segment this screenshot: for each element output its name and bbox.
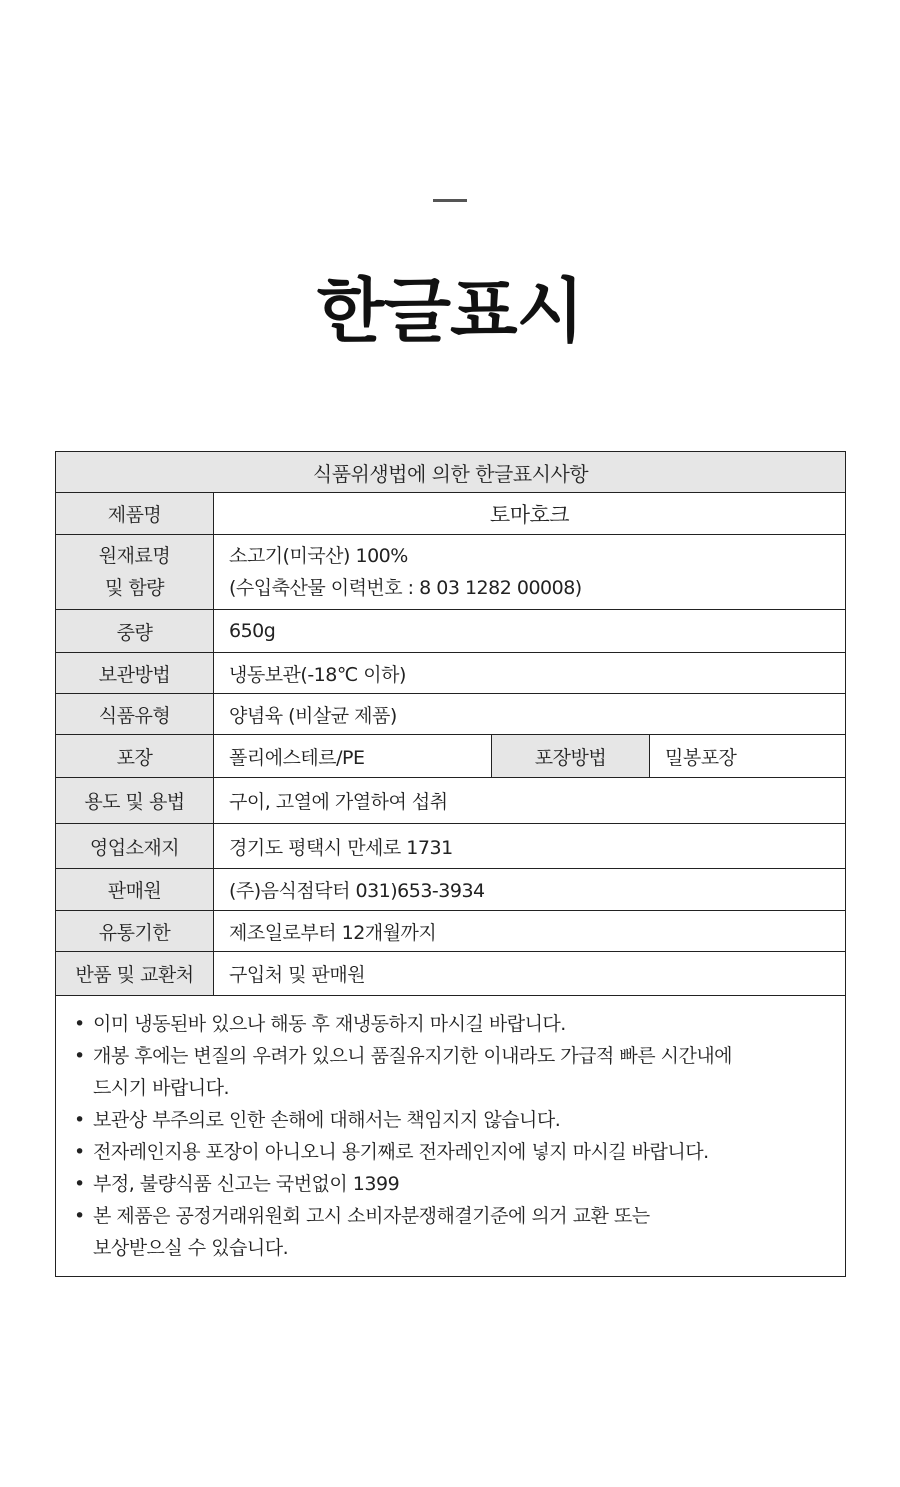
product-name-value: 토마호크 <box>214 493 846 535</box>
table-row <box>56 694 846 735</box>
packaging-label: 포장 <box>56 735 214 778</box>
packaging-value: 폴리에스테르/PE <box>214 735 492 778</box>
table-row <box>56 952 846 996</box>
bullet-icon: • <box>74 1109 85 1131</box>
shelf-life-value: 제조일로부터 12개월까지 <box>214 911 846 952</box>
seller-value: (주)음식점닥터 031)653-3934 <box>214 869 846 911</box>
list-item <box>74 1200 830 1264</box>
bullet-icon: • <box>74 1013 85 1035</box>
table-row <box>56 493 846 535</box>
list-item <box>74 1136 830 1168</box>
ingredients-label-line2: 및 함량 <box>104 577 165 599</box>
food-type-value: 양념육 (비살균 제품) <box>214 694 846 735</box>
product-name-label: 제품명 <box>56 493 214 535</box>
note-line: 개봉 후에는 변질의 우려가 있으니 품질유지기한 이내라도 가급적 빠른 시간내에 <box>93 1045 733 1067</box>
ingredients-label <box>56 535 214 610</box>
note-line-continued: 드시기 바랍니다. <box>93 1077 230 1099</box>
ingredients-value <box>214 535 846 610</box>
ingredients-value-line1: 소고기(미국산) 100% <box>229 545 408 567</box>
business-address-label: 영업소재지 <box>56 824 214 869</box>
storage-value: 냉동보관(-18℃ 이하) <box>214 653 846 694</box>
bullet-icon: • <box>74 1205 85 1227</box>
packaging-method-value: 밀봉포장 <box>650 735 846 778</box>
title-dash-decoration <box>433 199 467 202</box>
bullet-icon: • <box>74 1141 85 1163</box>
note-line: 보관상 부주의로 인한 손해에 대해서는 책임지지 않습니다. <box>93 1109 561 1131</box>
returns-value: 구입처 및 판매원 <box>214 952 846 996</box>
table-row <box>56 735 846 778</box>
usage-label: 용도 및 용법 <box>56 778 214 824</box>
table-row <box>56 778 846 824</box>
business-address-value: 경기도 평택시 만세로 1731 <box>214 824 846 869</box>
notes-list <box>74 1008 830 1264</box>
table-header-row <box>56 452 846 493</box>
list-item <box>74 1040 830 1104</box>
notes-row <box>56 996 846 1277</box>
seller-label: 판매원 <box>56 869 214 911</box>
weight-label: 중량 <box>56 610 214 653</box>
table-row <box>56 535 846 610</box>
food-label-table <box>55 451 846 1277</box>
ingredients-value-line2: (수입축산물 이력번호 : 8 03 1282 00008) <box>229 577 582 599</box>
usage-value: 구이, 고열에 가열하여 섭취 <box>214 778 846 824</box>
note-line: 부정, 불량식품 신고는 국번없이 1399 <box>93 1173 400 1195</box>
note-line: 본 제품은 공정거래위원회 고시 소비자분쟁해결기준에 의거 교환 또는 <box>93 1205 650 1227</box>
page-title: 한글표시 <box>316 270 584 352</box>
bullet-icon: • <box>74 1045 85 1067</box>
list-item <box>74 1008 830 1040</box>
table-row <box>56 653 846 694</box>
list-item <box>74 1104 830 1136</box>
table-row <box>56 610 846 653</box>
list-item <box>74 1168 830 1200</box>
note-line-continued: 보상받으실 수 있습니다. <box>93 1237 289 1259</box>
food-type-label: 식품유형 <box>56 694 214 735</box>
packaging-method-label: 포장방법 <box>492 735 650 778</box>
table-row <box>56 911 846 952</box>
returns-label: 반품 및 교환처 <box>56 952 214 996</box>
table-header: 식품위생법에 의한 한글표시사항 <box>56 452 846 493</box>
note-line: 전자레인지용 포장이 아니오니 용기째로 전자레인지에 넣지 마시길 바랍니다. <box>93 1141 709 1163</box>
note-line: 이미 냉동된바 있으나 해동 후 재냉동하지 마시길 바랍니다. <box>93 1013 566 1035</box>
table-row <box>56 824 846 869</box>
table-row <box>56 869 846 911</box>
bullet-icon: • <box>74 1173 85 1195</box>
storage-label: 보관방법 <box>56 653 214 694</box>
shelf-life-label: 유통기한 <box>56 911 214 952</box>
weight-value: 650g <box>214 610 846 653</box>
ingredients-label-line1: 원재료명 <box>98 545 171 567</box>
notes-cell <box>56 996 846 1277</box>
